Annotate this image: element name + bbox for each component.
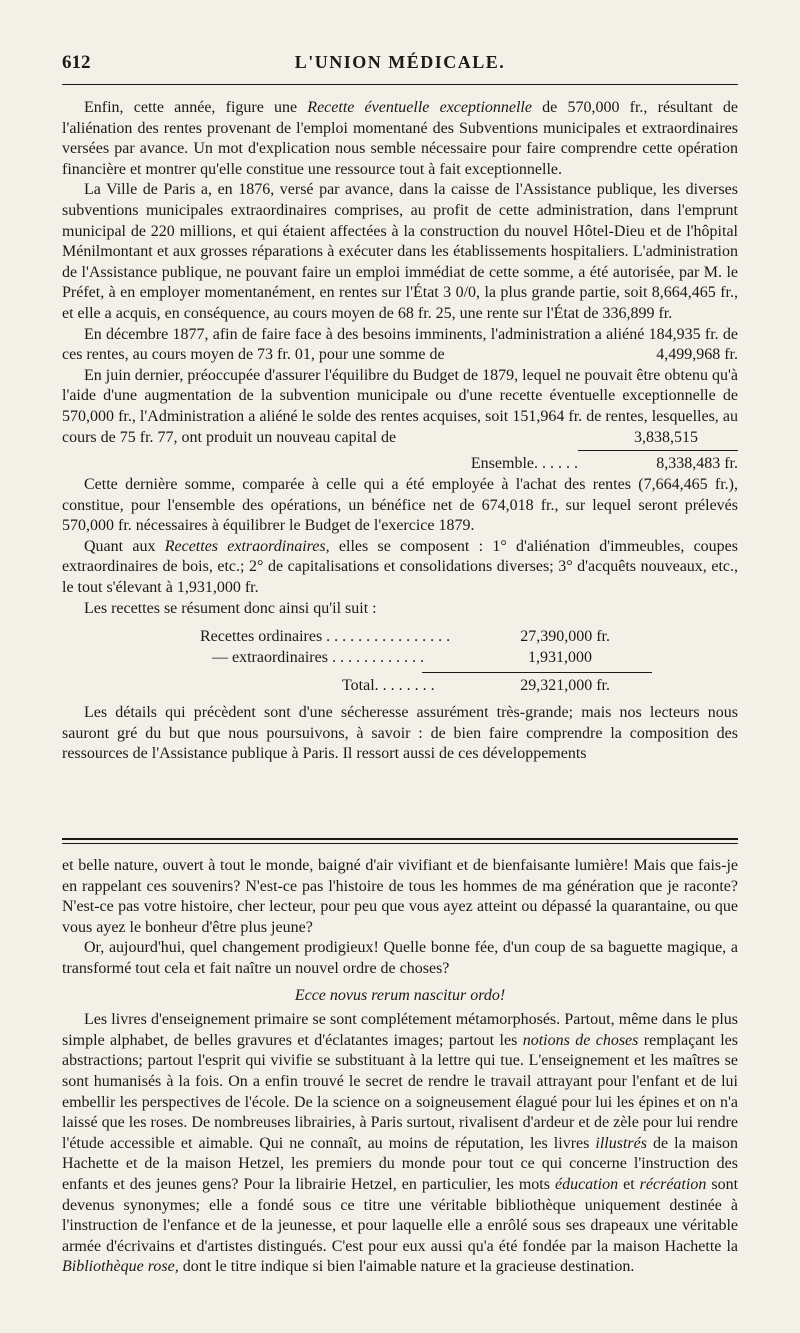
ensemble-line xyxy=(62,454,738,475)
recap-line-extraordinary: — extraordinaires . . . . . . . . . . . . 1,931,000 xyxy=(212,648,592,666)
total-rule xyxy=(422,672,652,673)
paragraph: Les détails qui précèdent sont d'une sécheresse assurément très-grande; mais nos lecteurs nous sauront gré du but que nous poursuivons, à savoir : de bien faire comprendre la composition des ressources de l'Assistance publique à Paris. Il ressort aussi de ces développements xyxy=(62,704,738,763)
paragraph: Or, aujourd'hui, quel changement prodigieux! Quelle bonne fée, d'un coup de sa baguette magique, a transformé tout cela et fait naître un nouvel ordre de choses? xyxy=(62,939,738,977)
latin-motto: Ecce novus rerum nascitur ordo! xyxy=(294,986,506,1004)
emphasis: Recettes extraordinaires, xyxy=(164,537,330,555)
amount: 4,499,968 fr. xyxy=(656,346,738,364)
paragraph: La Ville de Paris a, en 1876, versé par avance, dans la caisse de l'Assistance publique, les diverses subventions municipales extraordinaires comprises, au profit de cette administration, dans l'emprunt municipal de 220 millions, et qui étaient affectées à la construction du nouvel Hôtel-Dieu et de l'hôpital Ménilmontant et aux grosses réparations à exécuter dans les établissements hospitaliers. L'administration de l'Assistance publique, ne pouvant faire un emploi immédiat de cette somme, a été autorisée, par M. le Préfet, à en employer momentanément, en rentes sur l'État 3 0/0, la plus grande partie, soit 8,664,465 fr., et elle a acquis, en conséquence, au cours moyen de 68 fr. 25, une rente sur l'État de 336,899 fr. xyxy=(62,181,738,322)
ensemble-label: Ensemble. . . . . . xyxy=(470,455,578,473)
page-number: 612 xyxy=(62,52,91,73)
total-value: 29,321,000 fr. xyxy=(520,677,610,695)
paragraph: Cette dernière somme, comparée à celle qui a été employée à l'achat des rentes (7,664,465 fr.), constitue, pour l'ensemble des opérations, un bénéfice net de 674,018 fr., sur lequel seront prélevés 570,000 fr. nécessaires à équilibrer le Budget de l'exercice 1879. xyxy=(62,476,738,535)
recap-line-ordinary: Recettes ordinaires . . . . . . . . . . . . . . . . 27,390,000 fr. xyxy=(200,628,610,646)
paragraph: et belle nature, ouvert à tout le monde, baigné d'air vivifiant et de bienfaisante lumière! Mais que fais-je en rappelant ces souvenirs? N'est-ce pas l'histoire de tous les hommes de ma génération que je raconte? N'est-ce pas votre histoire, cher lecteur, pour peu que vous ayez atteint ou dépassé la quarantaine, ou que vous ayez le bonheur d'être plus jeune? xyxy=(62,857,738,936)
ensemble-value: 8,338,483 fr. xyxy=(656,455,738,473)
paragraph: En juin dernier, préoccupée d'assurer l'équilibre du Budget de 1879, lequel ne pouvait être obtenu qu'à l'aide d'une augmentation de la subvention municipale ou d'une recette éventuelle exceptionnelle de 570,000 fr., l'Administration a aliéné le solde des rentes acquises, soit 151,964 fr. de rentes, lesquelles, au cours de 75 fr. 77, ont produit un nouveau capital de 3,838,515 xyxy=(62,366,738,448)
emphasis: Recette éventuelle exceptionnelle xyxy=(307,99,532,116)
running-title: L'UNION MÉDICALE. xyxy=(294,52,506,72)
sum-rule xyxy=(578,450,738,451)
paragraph: En décembre 1877, afin de faire face à des besoins imminents, l'administration a aliéné 184,935 fr. de ces rentes, au cours moyen de 73 fr. 01, pour une somme de 4,499,968 fr. xyxy=(62,325,738,366)
paragraph: Quant aux Recettes extraordinaires, elles se composent : 1° d'aliénation d'immeubles, coupes extraordinaires de bois, etc.; 2° de capitalisations et consolidations diverses; 3° d'acquêts nouveaux, etc., le tout s'élevant à 1,931,000 fr. xyxy=(62,537,739,597)
total-label: Total. . . . . . . . xyxy=(342,677,435,695)
total-line xyxy=(62,676,738,697)
amount: 3,838,515 xyxy=(634,428,698,446)
paragraph: Enfin, cette année, figure une Recette éventuelle exceptionnelle de 570,000 fr., résultant de l'aliénation des rentes provenant de l'emploi momentané des Subventions municipales et extraordinaires versées par avance. Un mot d'explication nous semble nécessaire pour faire comprendre cette opération financière et montrer qu'elle constitue une ressource tout à fait exceptionnelle. xyxy=(62,99,738,178)
paragraph: Les recettes se résument donc ainsi qu'il suit : xyxy=(84,599,377,617)
feuilleton-rule-bottom xyxy=(62,843,738,844)
article-section-budget xyxy=(62,98,738,765)
feuilleton-rule-top xyxy=(62,838,738,840)
paragraph: Les livres d'enseignement primaire se sont complétement métamorphosés. Partout, même dans le plus simple alphabet, de belles gravures et d'éclatantes images; partout les notions de choses remplaçant les abstractions; partout l'esprit qui vivifie se substituant à la lettre qui tue. L'enseignement et les maîtres se sont humanisés à la fois. On a enfin trouvé le secret de rendre le travail attrayant pour l'enfant et de lui embellir les perspectives de l'école. De la science on a soigneusement élagué pour lui les épines et on n'a laissé que les roses. De nombreuses librairies, à Paris surtout, rivalisent d'ardeur et de zèle pour lui rendre l'étude accessible et aimable. Qui ne connaît, au moins de réputation, les livres illustrés de la maison Hachette et de la maison Hetzel, les premiers du monde pour tout ce qui concerne l'instruction des enfants et des jeunes gens? Pour la librairie Hetzel, en particulier, les mots éducation et récréation sont devenus synonymes; elle a fondé sous ce titre une véritable bibliothèque uniquement destinée à l'instruction de l'enfance et de la jeunesse, et pour laquelle elle a enrôlé sous ses drapeaux une véritable armée d'écrivains et d'artistes distingués. C'est pour eux aussi qu'a été fondée par la maison Hachette la Bibliothèque rose, dont le titre indique si bien l'aimable nature et la gracieuse destination. xyxy=(62,1011,739,1276)
header-rule xyxy=(62,84,738,85)
page-header xyxy=(62,52,738,82)
article-section-feuilleton xyxy=(62,856,738,1278)
